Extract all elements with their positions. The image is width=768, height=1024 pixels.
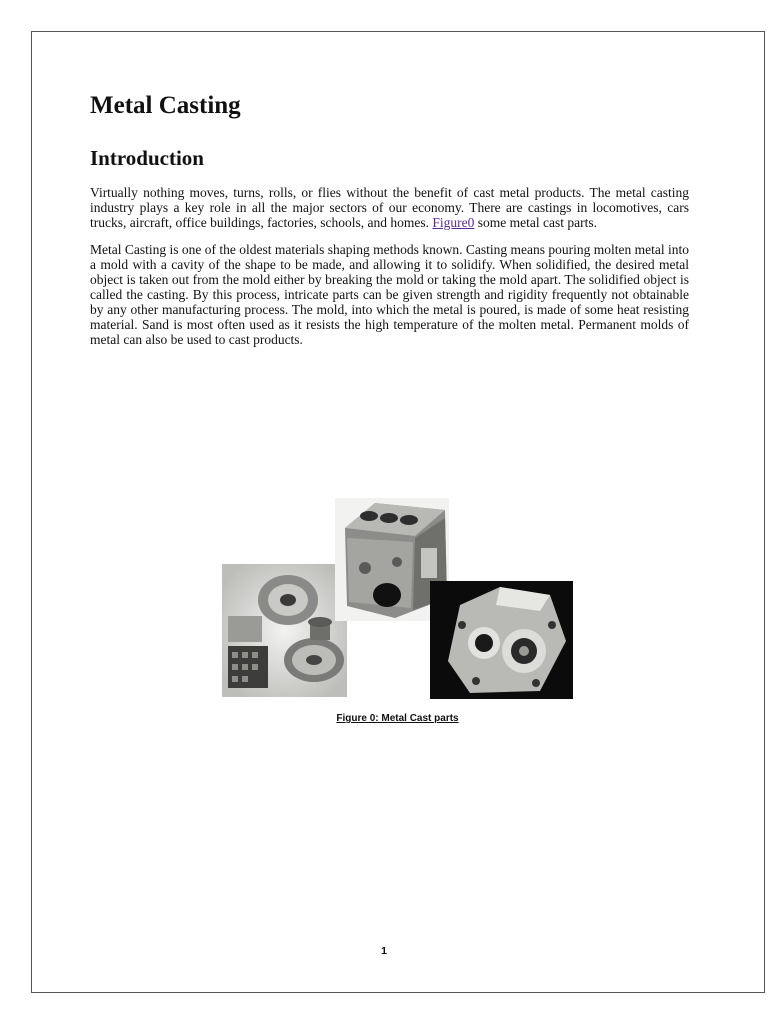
- cast-parts-photo-left: [222, 564, 347, 697]
- paragraph-intro-text: Virtually nothing moves, turns, rolls, or flies without the benefit of cast metal products. The metal casting industry plays a key role in all the major sectors of our economy. There are castings in locomotives, cars trucks, aircraft, office buildings, factories, schools, and homes.: [90, 185, 689, 230]
- paragraph-intro-tail: some metal cast parts.: [474, 215, 597, 230]
- document-body: [90, 90, 689, 347]
- gearbox-housing-photo: [430, 581, 573, 699]
- figure-caption: Figure 0: Metal Cast parts: [336, 713, 459, 724]
- section-heading: Introduction: [90, 146, 204, 170]
- page-number: 1: [381, 945, 387, 957]
- paragraph-intro: [90, 185, 689, 230]
- document-title: Metal Casting: [90, 92, 241, 119]
- paragraph-casting: Metal Casting is one of the oldest materials shaping methods known. Casting means pouring molten metal into a mold with a cavity of the shape to be made, and allowing it to solidify. When solidified, the desired metal object is taken out from the mold either by breaking the mold or taking the mold apart. The solidified object is called the casting. By this process, intricate parts can be given strength and rigidity frequently not obtainable by any other manufacturing process. The mold, into which the metal is poured, is made of some heat resisting material. Sand is most often used as it resists the high temperature of the molten metal. Permanent molds of metal can also be used to cast products.: [90, 242, 689, 347]
- figure-link[interactable]: Figure0: [432, 215, 475, 230]
